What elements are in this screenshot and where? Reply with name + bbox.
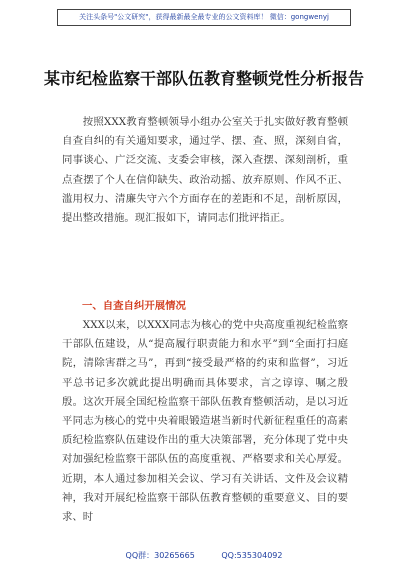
qq-text: QQ:535304092: [221, 551, 283, 560]
section-paragraph: XXX以来，以XXX同志为核心的党中央高度重视纪检监察干部队伍建设，从“提高履行职责能力和水平”到“全面打扫庭院，清除害群之马”，再到“接受最严格的约束和监督”，习近平总书记多次就此提出明确而具体要求，言之谆谆、嘱之殷殷。这次开展全国纪检监察干部队伍教育整顿活动，是以习近平同志为核心的党中央着眼锻造堪当新时代新征程重任的高素质纪检监察队伍建设作出的重大决策部署，充分体现了党中央对加强纪检监察干部队伍的高度重视、严格要求和关心厚爱。近期，本人通过参加相关会议、学习有关讲话、文件及会议精神，我对开展纪检监察干部队伍教育整顿的重要意义、目的要求、时: [62, 319, 348, 524]
page-footer: [0, 549, 408, 563]
section-heading: 一、自查自纠开展情况: [82, 300, 186, 312]
document-title: 某市纪检监察干部队伍教育整顿党性分析报告: [43, 69, 364, 88]
intro-paragraph: 按照XXX教育整顿领导小组办公室关于扎实做好教育整顿自查自纠的有关通知要求，通过学、摆、查、照，深刻自省，同事谈心、广泛交流、支委会审核，深入查摆、深刻剖析，重点查摆了个人在信仰缺失、政治动摇、放弃原则、作风不正、滥用权力、清廉失守六个方面存在的差距和不足，剖析原因，提出整改措施。现汇报如下，请同志们批评指正。: [62, 116, 348, 225]
qq-group-text: QQ群：30265665: [125, 551, 195, 560]
top-banner: 关注头条号"公文研究"，获得最新最全最专业的公文资料库！ 微信：gongwenyj: [57, 9, 351, 26]
